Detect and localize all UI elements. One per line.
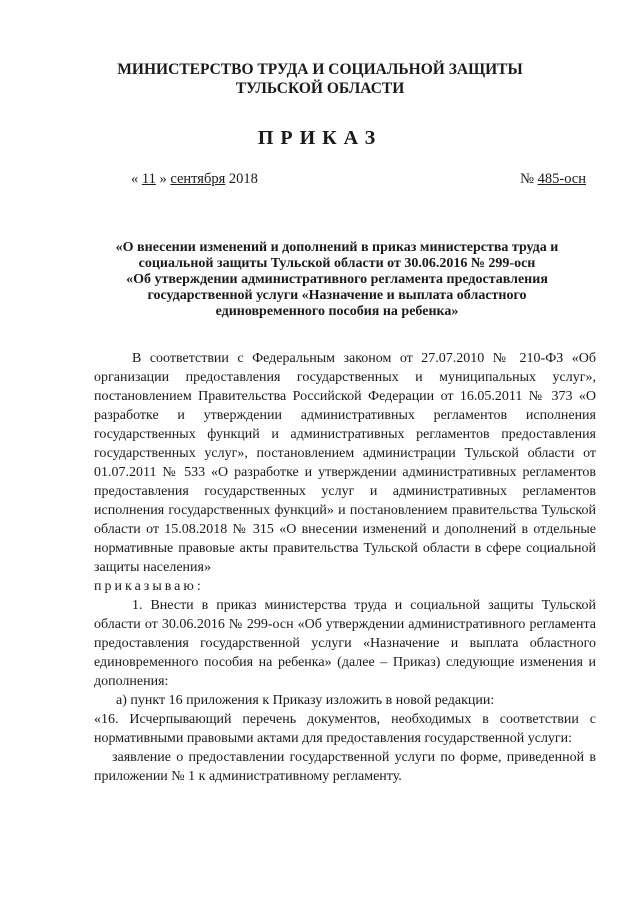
order-title: [90, 240, 584, 320]
ministry-line-1: МИНИСТЕРСТВО ТРУДА И СОЦИАЛЬНОЙ ЗАЩИТЫ: [117, 61, 523, 78]
date-open-quote: «: [131, 171, 139, 187]
order-word: приказываю:: [94, 579, 204, 594]
title-line-1: «О внесении изменений и дополнений в приказ министерства труда и: [115, 240, 559, 255]
number-prefix: №: [520, 171, 534, 187]
ministry-header: [0, 60, 640, 98]
ministry-line-2: ТУЛЬСКОЙ ОБЛАСТИ: [235, 80, 405, 97]
order-number: [520, 171, 586, 188]
title-line-5: единовременного пособия на ребенка»: [215, 304, 459, 319]
item-1-paragraph: 1. Внести в приказ министерства труда и социальной защиты Тульской области от 30.06.2016 № 299-осн «Об утверждении административного регламента предоставления государственной услуги «Назначение и выплата областного единовременного пособия на ребенка» (далее – Приказ) следующие изменения и дополнения:: [94, 598, 596, 689]
item-a-paragraph: а) пункт 16 приложения к Приказу изложить в новой редакции:: [116, 693, 495, 708]
date-close-quote: »: [159, 171, 167, 187]
document-body: [94, 349, 596, 786]
date-year: 2018: [228, 171, 258, 187]
order-date: [131, 171, 258, 188]
title-line-4: государственной услуги «Назначение и выплата областного: [147, 288, 527, 303]
application-paragraph: заявление о предоставлении государственной услуги по форме, приведенной в приложении № 1 к административному регламенту.: [94, 750, 596, 784]
title-line-2: социальной защиты Тульской области от 30.06.2016 № 299-осн: [138, 256, 536, 271]
document-type-heading: ПРИКАЗ: [257, 127, 383, 149]
date-day: 11: [141, 171, 156, 187]
title-line-3: «Об утверждении административного регламента предоставления: [126, 272, 548, 287]
preamble-paragraph: В соответствии с Федеральным законом от 27.07.2010 № 210-ФЗ «Об организации предоставления государственных и муниципальных услуг», постановлением Правительства Российской Федерации от 16.05.2011 № 373 «О разработке и утверждении административных регламентов исполнения государственных функций и административных регламентов предоставления государственных услуг», постановлением администрации Тульской области от 01.07.2011 № 533 «О разработке и утверждении административных регламентов предоставления государственных услуг и административных регламентов исполнения государственных функций» и постановлением правительства Тульской области от 15.08.2018 № 315 «О внесении изменений и дополнений в отдельные нормативные правовые акты правительства Тульской области в сфере социальной защиты населения»: [94, 351, 596, 575]
number-value: 485-осн: [537, 171, 586, 187]
clause-16-paragraph: «16. Исчерпывающий перечень документов, необходимых в соответствии с нормативными правовыми актами для предоставления государственной услуги:: [94, 712, 596, 746]
date-month: сентября: [170, 171, 226, 187]
